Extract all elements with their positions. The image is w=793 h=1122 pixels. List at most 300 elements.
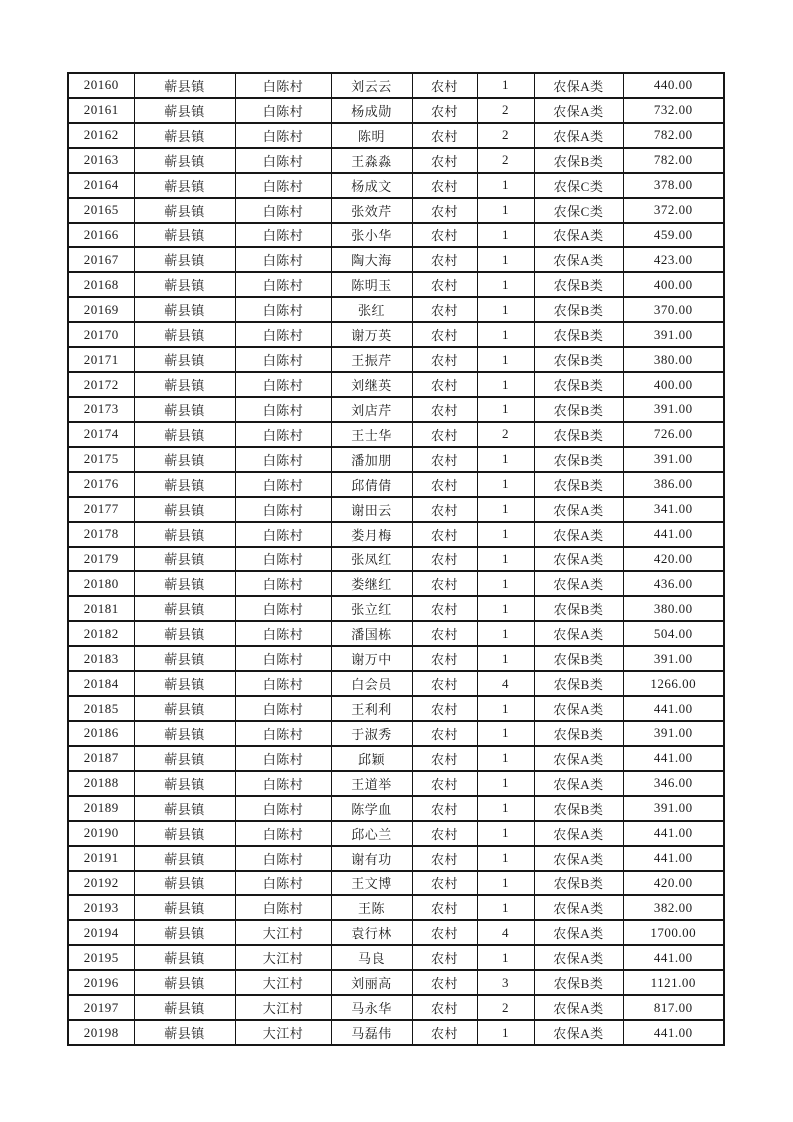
cell-serial-number: 20185 — [68, 696, 134, 721]
cell-person-name: 刘云云 — [331, 73, 412, 98]
cell-amount: 441.00 — [623, 846, 724, 871]
table-row — [68, 173, 724, 198]
table-row — [68, 247, 724, 272]
cell-person-count: 1 — [477, 1020, 534, 1045]
table-row — [68, 596, 724, 621]
cell-amount: 420.00 — [623, 871, 724, 896]
cell-amount: 400.00 — [623, 372, 724, 397]
cell-household-type: 农村 — [412, 173, 477, 198]
cell-serial-number: 20170 — [68, 322, 134, 347]
cell-insurance-category: 农保A类 — [534, 995, 623, 1020]
cell-town: 蕲县镇 — [134, 1020, 235, 1045]
cell-insurance-category: 农保A类 — [534, 73, 623, 98]
cell-household-type: 农村 — [412, 696, 477, 721]
table-row — [68, 223, 724, 248]
cell-person-name: 马磊伟 — [331, 1020, 412, 1045]
cell-insurance-category: 农保B类 — [534, 646, 623, 671]
cell-person-name: 邱心兰 — [331, 821, 412, 846]
cell-person-count: 1 — [477, 771, 534, 796]
cell-insurance-category: 农保A类 — [534, 821, 623, 846]
cell-town: 蕲县镇 — [134, 447, 235, 472]
cell-village: 白陈村 — [235, 821, 331, 846]
cell-amount: 391.00 — [623, 646, 724, 671]
cell-person-name: 潘加朋 — [331, 447, 412, 472]
table-row — [68, 995, 724, 1020]
cell-person-count: 1 — [477, 547, 534, 572]
cell-serial-number: 20196 — [68, 970, 134, 995]
cell-amount: 400.00 — [623, 272, 724, 297]
cell-household-type: 农村 — [412, 945, 477, 970]
cell-village: 白陈村 — [235, 123, 331, 148]
cell-village: 大江村 — [235, 920, 331, 945]
cell-serial-number: 20179 — [68, 547, 134, 572]
cell-town: 蕲县镇 — [134, 522, 235, 547]
cell-amount: 341.00 — [623, 497, 724, 522]
cell-village: 白陈村 — [235, 871, 331, 896]
cell-amount: 782.00 — [623, 123, 724, 148]
cell-village: 白陈村 — [235, 721, 331, 746]
cell-person-name: 潘国栋 — [331, 621, 412, 646]
cell-insurance-category: 农保B类 — [534, 970, 623, 995]
cell-amount: 420.00 — [623, 547, 724, 572]
cell-town: 蕲县镇 — [134, 223, 235, 248]
table-row — [68, 846, 724, 871]
cell-household-type: 农村 — [412, 223, 477, 248]
cell-town: 蕲县镇 — [134, 646, 235, 671]
table-row — [68, 198, 724, 223]
cell-village: 白陈村 — [235, 895, 331, 920]
cell-insurance-category: 农保B类 — [534, 447, 623, 472]
cell-insurance-category: 农保B类 — [534, 397, 623, 422]
cell-insurance-category: 农保A类 — [534, 895, 623, 920]
cell-insurance-category: 农保B类 — [534, 322, 623, 347]
cell-amount: 782.00 — [623, 148, 724, 173]
cell-person-name: 刘丽高 — [331, 970, 412, 995]
cell-insurance-category: 农保A类 — [534, 247, 623, 272]
cell-serial-number: 20187 — [68, 746, 134, 771]
cell-amount: 391.00 — [623, 721, 724, 746]
cell-village: 白陈村 — [235, 596, 331, 621]
payment-roster-table-wrap — [67, 72, 723, 1046]
cell-person-count: 4 — [477, 920, 534, 945]
cell-amount: 441.00 — [623, 696, 724, 721]
table-row — [68, 447, 724, 472]
cell-insurance-category: 农保B类 — [534, 272, 623, 297]
cell-household-type: 农村 — [412, 73, 477, 98]
cell-person-count: 3 — [477, 970, 534, 995]
cell-serial-number: 20184 — [68, 671, 134, 696]
table-row — [68, 970, 724, 995]
table-row — [68, 571, 724, 596]
cell-amount: 370.00 — [623, 297, 724, 322]
cell-insurance-category: 农保A类 — [534, 846, 623, 871]
cell-household-type: 农村 — [412, 821, 477, 846]
cell-person-name: 谢万英 — [331, 322, 412, 347]
cell-household-type: 农村 — [412, 422, 477, 447]
cell-insurance-category: 农保B类 — [534, 347, 623, 372]
cell-insurance-category: 农保A类 — [534, 497, 623, 522]
cell-town: 蕲县镇 — [134, 771, 235, 796]
cell-person-count: 1 — [477, 571, 534, 596]
cell-village: 白陈村 — [235, 846, 331, 871]
cell-household-type: 农村 — [412, 198, 477, 223]
cell-serial-number: 20194 — [68, 920, 134, 945]
cell-village: 白陈村 — [235, 297, 331, 322]
cell-person-count: 1 — [477, 522, 534, 547]
cell-person-count: 1 — [477, 322, 534, 347]
cell-person-count: 1 — [477, 297, 534, 322]
cell-serial-number: 20186 — [68, 721, 134, 746]
cell-serial-number: 20177 — [68, 497, 134, 522]
cell-insurance-category: 农保B类 — [534, 422, 623, 447]
cell-person-count: 1 — [477, 821, 534, 846]
cell-village: 白陈村 — [235, 347, 331, 372]
cell-household-type: 农村 — [412, 596, 477, 621]
cell-person-count: 1 — [477, 397, 534, 422]
table-row — [68, 397, 724, 422]
cell-household-type: 农村 — [412, 771, 477, 796]
cell-town: 蕲县镇 — [134, 945, 235, 970]
cell-amount: 1121.00 — [623, 970, 724, 995]
cell-serial-number: 20165 — [68, 198, 134, 223]
cell-serial-number: 20195 — [68, 945, 134, 970]
cell-serial-number: 20162 — [68, 123, 134, 148]
cell-amount: 1700.00 — [623, 920, 724, 945]
cell-person-count: 1 — [477, 73, 534, 98]
table-row — [68, 871, 724, 896]
cell-village: 白陈村 — [235, 422, 331, 447]
cell-person-name: 张凤红 — [331, 547, 412, 572]
cell-insurance-category: 农保B类 — [534, 148, 623, 173]
cell-household-type: 农村 — [412, 1020, 477, 1045]
cell-serial-number: 20174 — [68, 422, 134, 447]
cell-person-name: 王利利 — [331, 696, 412, 721]
cell-person-count: 1 — [477, 871, 534, 896]
cell-person-name: 王振芹 — [331, 347, 412, 372]
cell-insurance-category: 农保B类 — [534, 472, 623, 497]
table-row — [68, 123, 724, 148]
cell-town: 蕲县镇 — [134, 746, 235, 771]
table-row — [68, 796, 724, 821]
cell-amount: 391.00 — [623, 397, 724, 422]
table-row — [68, 422, 724, 447]
cell-insurance-category: 农保A类 — [534, 945, 623, 970]
cell-person-name: 马良 — [331, 945, 412, 970]
cell-serial-number: 20197 — [68, 995, 134, 1020]
cell-person-count: 1 — [477, 646, 534, 671]
cell-town: 蕲县镇 — [134, 422, 235, 447]
table-row — [68, 671, 724, 696]
cell-person-name: 张效芹 — [331, 198, 412, 223]
cell-town: 蕲县镇 — [134, 123, 235, 148]
cell-serial-number: 20161 — [68, 98, 134, 123]
cell-household-type: 农村 — [412, 970, 477, 995]
cell-person-count: 2 — [477, 995, 534, 1020]
payment-roster-table — [67, 72, 725, 1046]
cell-amount: 391.00 — [623, 796, 724, 821]
cell-person-name: 杨成勋 — [331, 98, 412, 123]
cell-village: 白陈村 — [235, 522, 331, 547]
cell-amount: 346.00 — [623, 771, 724, 796]
cell-serial-number: 20163 — [68, 148, 134, 173]
table-row — [68, 821, 724, 846]
cell-household-type: 农村 — [412, 522, 477, 547]
cell-amount: 386.00 — [623, 472, 724, 497]
cell-person-name: 娄继红 — [331, 571, 412, 596]
cell-household-type: 农村 — [412, 646, 477, 671]
table-row — [68, 1020, 724, 1045]
cell-amount: 380.00 — [623, 596, 724, 621]
table-row — [68, 322, 724, 347]
cell-person-name: 王淼淼 — [331, 148, 412, 173]
cell-household-type: 农村 — [412, 796, 477, 821]
cell-amount: 436.00 — [623, 571, 724, 596]
cell-person-name: 张立红 — [331, 596, 412, 621]
cell-person-name: 邱颖 — [331, 746, 412, 771]
cell-town: 蕲县镇 — [134, 173, 235, 198]
cell-person-name: 王道举 — [331, 771, 412, 796]
cell-amount: 380.00 — [623, 347, 724, 372]
cell-town: 蕲县镇 — [134, 372, 235, 397]
cell-person-name: 白会员 — [331, 671, 412, 696]
cell-amount: 1266.00 — [623, 671, 724, 696]
cell-insurance-category: 农保A类 — [534, 621, 623, 646]
cell-amount: 382.00 — [623, 895, 724, 920]
cell-village: 白陈村 — [235, 223, 331, 248]
table-row — [68, 148, 724, 173]
cell-amount: 440.00 — [623, 73, 724, 98]
cell-amount: 423.00 — [623, 247, 724, 272]
cell-household-type: 农村 — [412, 98, 477, 123]
cell-village: 大江村 — [235, 1020, 331, 1045]
table-row — [68, 646, 724, 671]
cell-village: 白陈村 — [235, 447, 331, 472]
cell-insurance-category: 农保A类 — [534, 746, 623, 771]
cell-person-name: 刘店芹 — [331, 397, 412, 422]
cell-serial-number: 20189 — [68, 796, 134, 821]
cell-insurance-category: 农保A类 — [534, 1020, 623, 1045]
table-row — [68, 895, 724, 920]
cell-serial-number: 20193 — [68, 895, 134, 920]
cell-town: 蕲县镇 — [134, 821, 235, 846]
cell-serial-number: 20198 — [68, 1020, 134, 1045]
cell-person-name: 张小华 — [331, 223, 412, 248]
cell-household-type: 农村 — [412, 995, 477, 1020]
cell-person-count: 1 — [477, 846, 534, 871]
cell-person-name: 杨成文 — [331, 173, 412, 198]
cell-person-count: 2 — [477, 98, 534, 123]
cell-serial-number: 20178 — [68, 522, 134, 547]
cell-person-name: 刘继英 — [331, 372, 412, 397]
cell-town: 蕲县镇 — [134, 472, 235, 497]
cell-amount: 817.00 — [623, 995, 724, 1020]
cell-town: 蕲县镇 — [134, 696, 235, 721]
cell-insurance-category: 农保B类 — [534, 871, 623, 896]
cell-insurance-category: 农保A类 — [534, 571, 623, 596]
table-row — [68, 522, 724, 547]
cell-serial-number: 20166 — [68, 223, 134, 248]
cell-village: 白陈村 — [235, 571, 331, 596]
cell-person-name: 谢有功 — [331, 846, 412, 871]
cell-village: 白陈村 — [235, 746, 331, 771]
cell-person-count: 1 — [477, 796, 534, 821]
cell-person-count: 1 — [477, 173, 534, 198]
cell-household-type: 农村 — [412, 272, 477, 297]
cell-amount: 391.00 — [623, 322, 724, 347]
cell-insurance-category: 农保C类 — [534, 198, 623, 223]
cell-person-name: 谢万中 — [331, 646, 412, 671]
table-row — [68, 945, 724, 970]
cell-person-name: 邱倩倩 — [331, 472, 412, 497]
cell-serial-number: 20181 — [68, 596, 134, 621]
cell-town: 蕲县镇 — [134, 198, 235, 223]
cell-town: 蕲县镇 — [134, 397, 235, 422]
cell-village: 白陈村 — [235, 547, 331, 572]
cell-town: 蕲县镇 — [134, 73, 235, 98]
cell-serial-number: 20167 — [68, 247, 134, 272]
cell-serial-number: 20180 — [68, 571, 134, 596]
cell-household-type: 农村 — [412, 571, 477, 596]
cell-serial-number: 20164 — [68, 173, 134, 198]
cell-person-count: 1 — [477, 696, 534, 721]
cell-household-type: 农村 — [412, 347, 477, 372]
cell-village: 白陈村 — [235, 771, 331, 796]
cell-household-type: 农村 — [412, 123, 477, 148]
cell-person-count: 1 — [477, 472, 534, 497]
cell-person-name: 谢田云 — [331, 497, 412, 522]
cell-person-name: 王陈 — [331, 895, 412, 920]
cell-town: 蕲县镇 — [134, 846, 235, 871]
cell-household-type: 农村 — [412, 447, 477, 472]
cell-household-type: 农村 — [412, 372, 477, 397]
cell-village: 白陈村 — [235, 397, 331, 422]
cell-town: 蕲县镇 — [134, 920, 235, 945]
cell-amount: 732.00 — [623, 98, 724, 123]
cell-household-type: 农村 — [412, 297, 477, 322]
cell-insurance-category: 农保A类 — [534, 547, 623, 572]
cell-village: 白陈村 — [235, 621, 331, 646]
cell-person-name: 娄月梅 — [331, 522, 412, 547]
table-row — [68, 372, 724, 397]
cell-household-type: 农村 — [412, 895, 477, 920]
table-row — [68, 746, 724, 771]
cell-amount: 391.00 — [623, 447, 724, 472]
table-row — [68, 547, 724, 572]
cell-serial-number: 20168 — [68, 272, 134, 297]
cell-amount: 441.00 — [623, 522, 724, 547]
cell-household-type: 农村 — [412, 621, 477, 646]
cell-insurance-category: 农保B类 — [534, 671, 623, 696]
cell-town: 蕲县镇 — [134, 871, 235, 896]
table-row — [68, 621, 724, 646]
cell-insurance-category: 农保B类 — [534, 721, 623, 746]
cell-person-count: 1 — [477, 497, 534, 522]
cell-serial-number: 20169 — [68, 297, 134, 322]
cell-amount: 504.00 — [623, 621, 724, 646]
cell-village: 白陈村 — [235, 148, 331, 173]
cell-town: 蕲县镇 — [134, 796, 235, 821]
cell-amount: 441.00 — [623, 1020, 724, 1045]
cell-village: 白陈村 — [235, 173, 331, 198]
cell-town: 蕲县镇 — [134, 721, 235, 746]
cell-person-count: 1 — [477, 372, 534, 397]
cell-person-count: 2 — [477, 148, 534, 173]
cell-person-name: 马永华 — [331, 995, 412, 1020]
cell-household-type: 农村 — [412, 148, 477, 173]
cell-town: 蕲县镇 — [134, 970, 235, 995]
cell-village: 大江村 — [235, 970, 331, 995]
cell-person-count: 1 — [477, 945, 534, 970]
cell-town: 蕲县镇 — [134, 596, 235, 621]
table-body — [68, 73, 724, 1045]
cell-serial-number: 20183 — [68, 646, 134, 671]
cell-insurance-category: 农保B类 — [534, 372, 623, 397]
cell-town: 蕲县镇 — [134, 297, 235, 322]
cell-town: 蕲县镇 — [134, 272, 235, 297]
cell-village: 大江村 — [235, 995, 331, 1020]
cell-amount: 378.00 — [623, 173, 724, 198]
table-row — [68, 920, 724, 945]
cell-amount: 441.00 — [623, 746, 724, 771]
cell-serial-number: 20173 — [68, 397, 134, 422]
table-row — [68, 347, 724, 372]
cell-person-count: 1 — [477, 621, 534, 646]
cell-person-count: 1 — [477, 223, 534, 248]
cell-town: 蕲县镇 — [134, 621, 235, 646]
cell-household-type: 农村 — [412, 397, 477, 422]
cell-household-type: 农村 — [412, 721, 477, 746]
cell-insurance-category: 农保A类 — [534, 98, 623, 123]
table-row — [68, 98, 724, 123]
cell-town: 蕲县镇 — [134, 497, 235, 522]
cell-village: 白陈村 — [235, 696, 331, 721]
cell-household-type: 农村 — [412, 497, 477, 522]
cell-person-count: 1 — [477, 721, 534, 746]
cell-town: 蕲县镇 — [134, 322, 235, 347]
cell-insurance-category: 农保B类 — [534, 796, 623, 821]
cell-person-name: 陈明玉 — [331, 272, 412, 297]
cell-household-type: 农村 — [412, 920, 477, 945]
cell-village: 大江村 — [235, 945, 331, 970]
cell-serial-number: 20192 — [68, 871, 134, 896]
cell-amount: 441.00 — [623, 945, 724, 970]
cell-town: 蕲县镇 — [134, 571, 235, 596]
cell-insurance-category: 农保A类 — [534, 522, 623, 547]
cell-person-name: 陈明 — [331, 123, 412, 148]
cell-amount: 441.00 — [623, 821, 724, 846]
cell-person-name: 王士华 — [331, 422, 412, 447]
table-row — [68, 497, 724, 522]
cell-person-count: 1 — [477, 247, 534, 272]
table-row — [68, 771, 724, 796]
cell-village: 白陈村 — [235, 372, 331, 397]
cell-serial-number: 20175 — [68, 447, 134, 472]
cell-person-name: 袁行林 — [331, 920, 412, 945]
cell-insurance-category: 农保A类 — [534, 771, 623, 796]
cell-village: 白陈村 — [235, 796, 331, 821]
cell-town: 蕲县镇 — [134, 148, 235, 173]
cell-household-type: 农村 — [412, 547, 477, 572]
table-row — [68, 472, 724, 497]
cell-serial-number: 20188 — [68, 771, 134, 796]
cell-serial-number: 20190 — [68, 821, 134, 846]
cell-insurance-category: 农保B类 — [534, 297, 623, 322]
cell-insurance-category: 农保A类 — [534, 123, 623, 148]
cell-household-type: 农村 — [412, 322, 477, 347]
cell-village: 白陈村 — [235, 98, 331, 123]
cell-person-count: 4 — [477, 671, 534, 696]
table-row — [68, 696, 724, 721]
